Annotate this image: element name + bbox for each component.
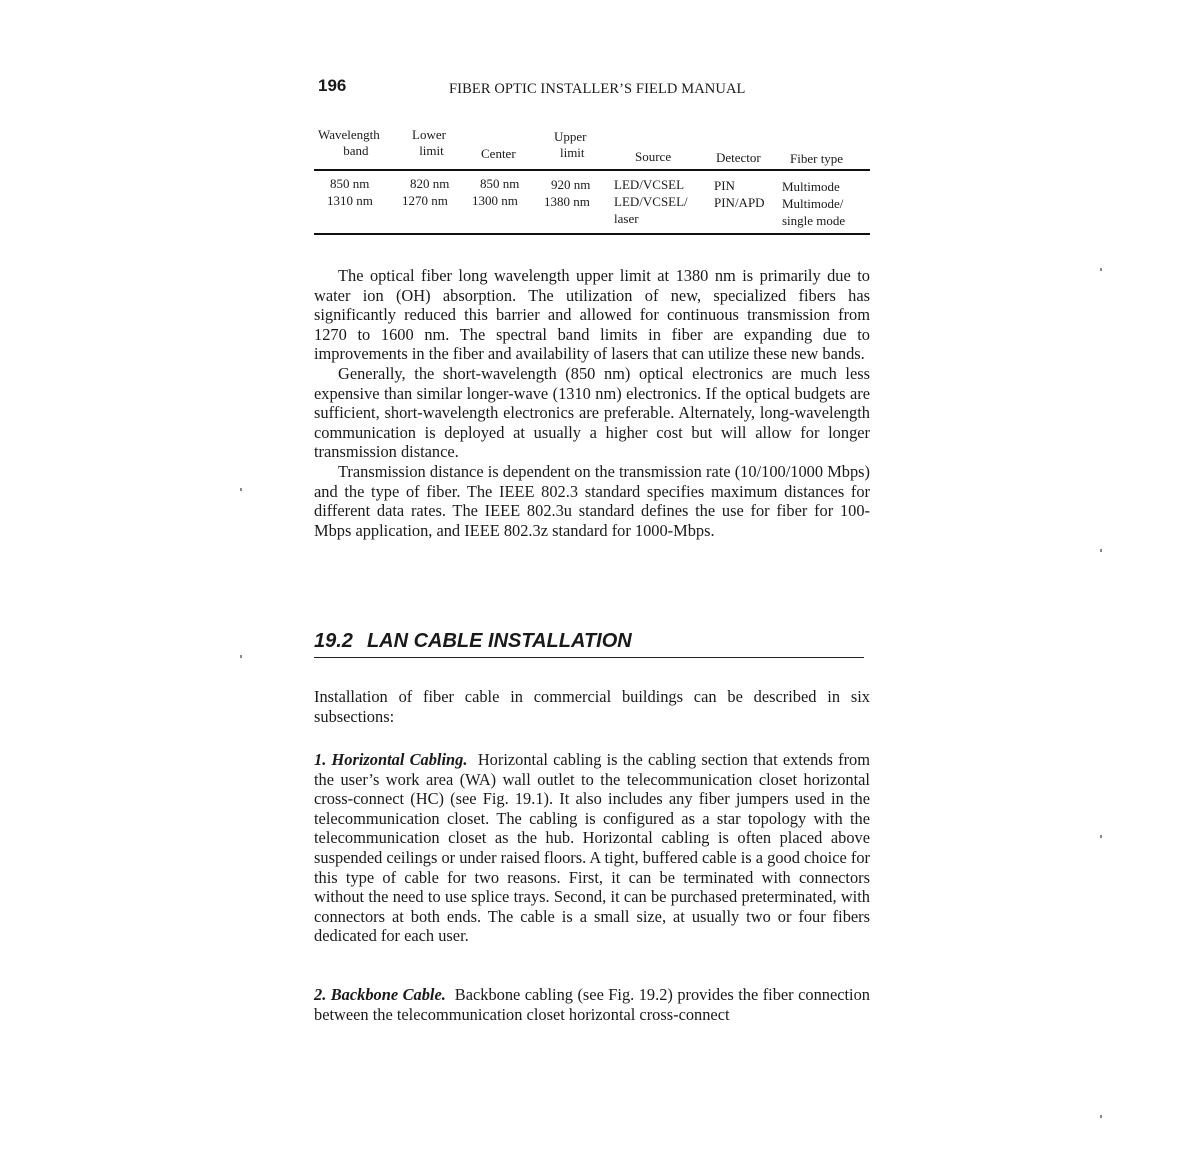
row2-upper: 1380 nm bbox=[544, 194, 590, 209]
header-source: Source bbox=[635, 149, 672, 164]
item-horizontal-cabling bbox=[314, 750, 870, 946]
table-rule-top bbox=[314, 169, 870, 171]
section-title: LAN CABLE INSTALLATION bbox=[366, 630, 632, 652]
scan-speck bbox=[1100, 549, 1102, 552]
paragraph: Transmission distance is dependent on the transmission rate (10/100/1000 Mbps) and the type of fiber. The IEEE 802.3 standard specifies maximum distances for different data rates. The IEEE 802.3u standard defines the use for fiber for 100-Mbps application, and IEEE 802.3z standard for 1000-Mbps. bbox=[314, 461, 870, 540]
row2-center: 1300 nm bbox=[472, 193, 518, 208]
row2-source: LED/VCSEL/ bbox=[614, 194, 688, 209]
row1-detector: PIN bbox=[714, 178, 735, 193]
row1-band: 850 nm bbox=[330, 176, 370, 191]
row2-fiber-cont: single mode bbox=[782, 213, 846, 228]
wavelength-table bbox=[314, 127, 870, 231]
row2-source-cont: laser bbox=[614, 211, 639, 226]
item-run-in: 2. Backbone Cable. bbox=[314, 985, 446, 1004]
row2-detector: PIN/APD bbox=[714, 195, 765, 210]
header-center: Center bbox=[481, 146, 516, 161]
section-heading bbox=[314, 630, 864, 658]
paragraph: The optical fiber long wavelength upper limit at 1380 nm is primarily due to water ion (OH) absorption. The utilization of new, specialized fibers has significantly reduced this barrier and allowed for continuous transmission from 1270 to 1600 nm. The spectral band limits in fiber are expanding due to improvements in the fiber and availability of lasers that can utilize these new bands. bbox=[314, 266, 870, 364]
table-header bbox=[314, 127, 870, 169]
scan-speck bbox=[240, 488, 242, 491]
item-text: Backbone cabling (see Fig. 19.2) provides the fiber connection between the telecommunication closet horizontal cross-connect bbox=[314, 985, 871, 1024]
item-backbone-cable bbox=[314, 985, 870, 1024]
scan-speck bbox=[1100, 268, 1102, 271]
section-intro bbox=[314, 687, 870, 726]
scan-speck bbox=[240, 655, 242, 658]
scan-speck bbox=[1100, 835, 1102, 838]
row1-upper: 920 nm bbox=[551, 177, 591, 192]
row2-fiber: Multimode/ bbox=[782, 196, 844, 211]
row1-lower: 820 nm bbox=[410, 176, 450, 191]
list-item bbox=[314, 750, 870, 946]
header-detector: Detector bbox=[716, 150, 761, 165]
running-title: FIBER OPTIC INSTALLER’S FIELD MANUAL bbox=[449, 81, 746, 97]
row1-source: LED/VCSEL bbox=[614, 177, 685, 192]
body-paragraphs bbox=[314, 266, 870, 540]
header-wavelength: Wavelength band bbox=[318, 127, 380, 158]
header-fiber-type: Fiber type bbox=[790, 151, 844, 166]
table-rule-bottom bbox=[314, 233, 870, 235]
item-run-in: 1. Horizontal Cabling. bbox=[314, 750, 468, 769]
section-number: 19.2 bbox=[314, 630, 353, 652]
list-item bbox=[314, 985, 870, 1024]
scan-speck bbox=[1100, 1115, 1102, 1118]
paragraph: Generally, the short-wavelength (850 nm) optical electronics are much less expensive than similar longer-wave (1310 nm) electronics. If the optical budgets are sufficient, short-wavelength electronics are preferable. Alternately, long-wavelength communication is deployed at usually a higher cost but will allow for longer transmission distance. bbox=[314, 363, 870, 462]
table-body bbox=[314, 175, 870, 237]
row2-lower: 1270 nm bbox=[402, 193, 448, 208]
row1-fiber: Multimode bbox=[782, 179, 840, 194]
header-upper: Upper limit bbox=[554, 129, 587, 160]
item-text: Horizontal cabling is the cabling section that extends from the user’s work area (WA) wall outlet to the telecommunication closet horizontal cross-connect (HC) (see Fig. 19.1). It also includes any fiber jumpers used in the telecommunication closet. The cabling is configured as a star topology with the telecommunication closet as the hub. Horizontal cabling is often placed above suspended ceilings or under raised floors. A tight, buffered cable is a good choice for this type of cable for two reasons. First, it can be terminated with connectors without the need to use splice trays. Second, it can be purchased preterminated, with connectors at both ends. The cable is a small size, at usually two or four fibers dedicated for each user. bbox=[314, 750, 870, 946]
row1-center: 850 nm bbox=[480, 176, 520, 191]
page-number: 196 bbox=[318, 76, 347, 95]
header-lower: Lower limit bbox=[412, 127, 446, 158]
intro-paragraph: Installation of fiber cable in commercial buildings can be described in six subsections: bbox=[314, 687, 870, 726]
row2-band: 1310 nm bbox=[327, 193, 373, 208]
